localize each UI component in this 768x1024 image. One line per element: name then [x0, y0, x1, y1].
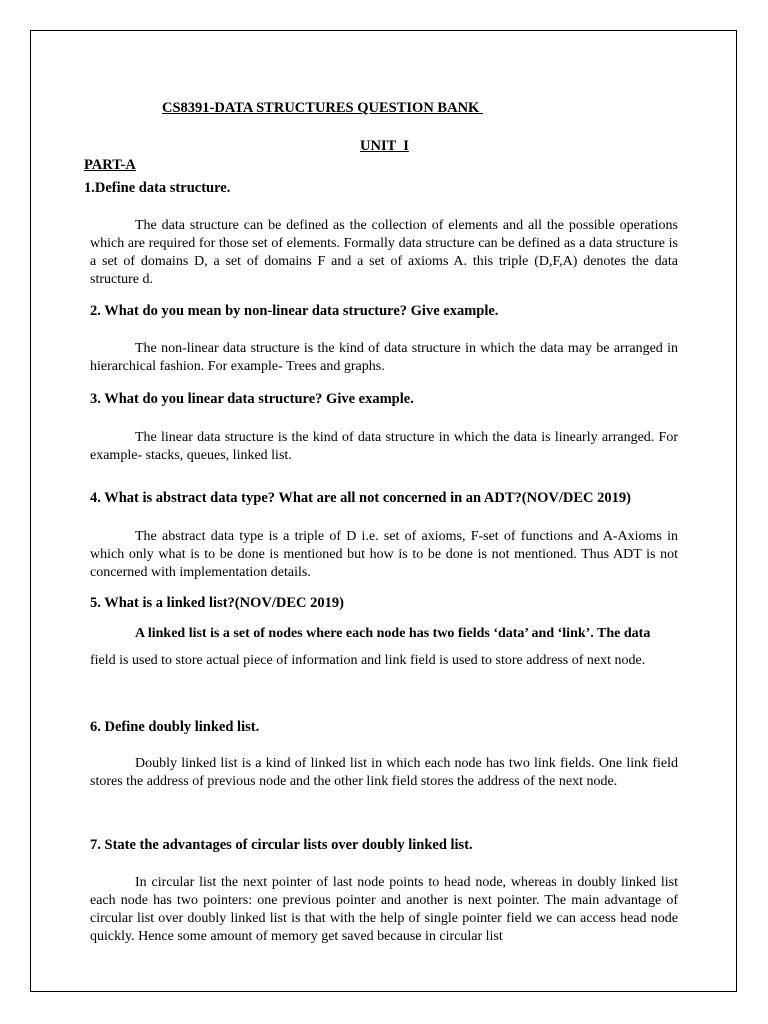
question-heading: 2. What do you mean by non-linear data structure? Give example. — [90, 303, 499, 319]
answer-paragraph: The non-linear data structure is the kind of data structure in which the data may be arranged in hierarchical fashion. For example- Trees and graphs. — [90, 341, 678, 374]
answer-paragraph: Doubly linked list is a kind of linked list in which each node has two link fields. One link field stores the address of previous node and the other link field stores the address of the next node. — [90, 756, 678, 789]
question-heading: 5. What is a linked list?(NOV/DEC 2019) — [90, 595, 344, 611]
answer-paragraph: field is used to store actual piece of information and link field is used to store address of next node. — [90, 653, 646, 668]
answer-paragraph: In circular list the next pointer of last node points to head node, whereas in doubly linked list each node has two pointers: one previous pointer and another is next pointer. The main advantage of circular list over doubly linked list is that with the help of single pointer field we can access head node quickly. Hence some amount of memory get saved because in circular list — [90, 875, 678, 944]
answer-paragraph: The linear data structure is the kind of data structure in which the data is linearly arranged. For example- stacks, queues, linked list. — [90, 430, 678, 463]
answer-paragraph: The data structure can be defined as the collection of elements and all the possible operations which are required for those set of elements. Formally data structure can be defined as a data structure is a set of domains D, a set of domains F and a set of axioms A. this triple (D,F,A) denotes the data structure d. — [90, 218, 678, 287]
document-title: CS8391-DATA STRUCTURES QUESTION BANK — [162, 100, 483, 116]
question-heading: 7. State the advantages of circular lists over doubly linked list. — [90, 837, 473, 853]
question-heading: 3. What do you linear data structure? Give example. — [90, 391, 414, 407]
part-heading: PART-A — [84, 157, 136, 173]
answer-bold-line: A linked list is a set of nodes where each node has two fields ‘data’ and ‘link’. The data — [135, 626, 651, 641]
question-heading: 1.Define data structure. — [84, 180, 231, 196]
question-heading: 6. Define doubly linked list. — [90, 719, 260, 735]
unit-heading: UNIT I — [360, 138, 409, 154]
answer-paragraph: The abstract data type is a triple of D i.e. set of axioms, F-set of functions and A-Axioms in which only what is to be done is mentioned but how is to be done is not mentioned. Thus ADT is not concerned with implementation details. — [90, 529, 678, 580]
question-heading: 4. What is abstract data type? What are all not concerned in an ADT?(NOV/DEC 2019) — [90, 490, 631, 506]
